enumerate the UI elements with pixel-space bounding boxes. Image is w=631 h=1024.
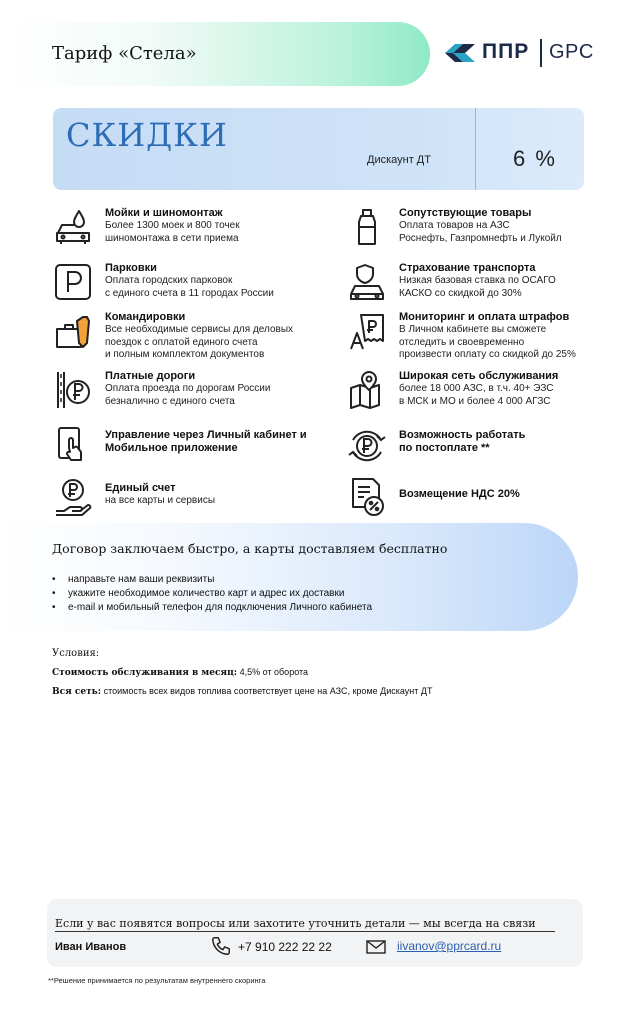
feature-title: Возможность работать по постоплате ** bbox=[399, 429, 526, 454]
feature-desc: поездок с оплатой единого счета bbox=[105, 336, 258, 348]
feature-desc: безналично с единого счета bbox=[105, 395, 235, 407]
feature-desc: КАСКО со скидкой до 30% bbox=[399, 287, 522, 299]
contact-name: Иван Иванов bbox=[55, 941, 127, 953]
footnote: **Решение принимается по результатам внутреннего скоринга bbox=[48, 976, 266, 985]
toll-road-icon bbox=[53, 370, 93, 410]
contract-steps-list bbox=[52, 573, 372, 615]
list-item: • направьте нам ваши реквизиты bbox=[52, 573, 372, 587]
map-pin-icon bbox=[347, 370, 387, 410]
feature-desc: Все необходимые сервисы для деловых bbox=[105, 324, 294, 335]
conditions-network bbox=[52, 686, 432, 697]
conditions-cost-value: 4,5% от оборота bbox=[239, 667, 309, 677]
feature-desc: Низкая базовая ставка по ОСАГО bbox=[399, 275, 556, 286]
discount-divider bbox=[475, 108, 476, 190]
feature-title: Командировки bbox=[105, 311, 186, 323]
feature-title: Управление через Личный кабинет и Мобильное приложение bbox=[105, 429, 307, 454]
feature-title: Страхование транспорта bbox=[399, 262, 536, 274]
ppr-logo-mark-icon bbox=[443, 42, 477, 64]
feature-desc: и полным комплектом документов bbox=[105, 349, 265, 360]
logo-brand-text: ППР bbox=[482, 40, 530, 63]
page-title: Тариф «Стела» bbox=[52, 43, 197, 64]
feature-desc: Оплата проезда по дорогам России bbox=[105, 383, 271, 394]
vat-document-icon bbox=[347, 477, 387, 517]
contact-question: Если у вас появятся вопросы или захотите уточнить детали — мы всегда на связи bbox=[55, 917, 536, 930]
phone-icon bbox=[210, 935, 232, 957]
touch-screen-icon bbox=[53, 426, 93, 466]
list-item: • e-mail и мобильный телефон для подключения Личного кабинета bbox=[52, 601, 372, 615]
discount-value: 6 % bbox=[513, 146, 557, 171]
feature-title: Платные дороги bbox=[105, 370, 196, 382]
discount-panel bbox=[53, 108, 584, 190]
feature-desc: с единого счета в 11 городах России bbox=[105, 287, 274, 299]
conditions-network-label: Вся сеть: bbox=[52, 687, 102, 697]
conditions-cost-label: Стоимость обслуживания в месяц: bbox=[52, 668, 238, 678]
postpay-cycle-icon bbox=[347, 426, 387, 466]
contact-phone-link[interactable]: +7 910 222 22 22 bbox=[238, 940, 332, 954]
feature-title: Мониторинг и оплата штрафов bbox=[399, 311, 570, 323]
feature-desc: отследить и своевременно bbox=[399, 336, 525, 348]
feature-desc: на все карты и сервисы bbox=[105, 495, 216, 506]
feature-title: Мойки и шиномонтаж bbox=[105, 207, 223, 219]
feature-desc: Оплата товаров на АЗС bbox=[399, 220, 510, 231]
discount-label: Дискаунт ДТ bbox=[367, 154, 431, 166]
feature-desc: шиномонтажа в сети приема bbox=[105, 232, 239, 244]
feature-desc: Роснефть, Газпромнефть и Лукойл bbox=[399, 232, 562, 244]
conditions-cost bbox=[52, 667, 308, 678]
conditions-network-value: стоимость всех видов топлива соответствует цене на АЗС, кроме Дискаунт ДТ bbox=[103, 686, 433, 696]
hand-coin-icon bbox=[53, 477, 93, 517]
mail-icon bbox=[366, 940, 386, 954]
car-wash-icon bbox=[53, 207, 93, 247]
contract-title: Договор заключаем быстро, а карты доставляем бесплатно bbox=[52, 541, 448, 556]
list-item: • укажите необходимое количество карт и адрес их доставки bbox=[52, 587, 372, 601]
feature-desc: Оплата городских парковок bbox=[105, 275, 233, 286]
feature-desc: более 18 000 АЗС, в т.ч. 40+ ЭЗС bbox=[399, 383, 554, 394]
feature-title: Возмещение НДС 20% bbox=[399, 488, 520, 500]
feature-desc: произвести оплату со скидкой до 25% bbox=[399, 349, 576, 360]
feature-title: Парковки bbox=[105, 262, 157, 274]
feature-title: Сопутствующие товары bbox=[399, 207, 532, 219]
car-insurance-icon bbox=[347, 262, 387, 302]
feature-title: Единый счет bbox=[105, 482, 176, 494]
discount-title: СКИДКИ bbox=[66, 116, 228, 154]
logo-separator bbox=[540, 39, 542, 67]
contact-divider bbox=[55, 931, 555, 932]
ppr-gpc-logo bbox=[443, 36, 613, 70]
feature-desc: В Личном кабинете вы сможете bbox=[399, 324, 547, 335]
fines-ticket-icon bbox=[347, 311, 387, 351]
feature-title: Широкая сеть обслуживания bbox=[399, 370, 559, 382]
conditions-title: Условия: bbox=[52, 648, 100, 659]
parking-icon bbox=[53, 262, 93, 302]
feature-desc: в МСК и МО и более 4 000 АГЗС bbox=[399, 395, 551, 407]
logo-partner-text: GPC bbox=[549, 41, 594, 63]
business-trip-icon bbox=[53, 311, 93, 351]
goods-bottle-icon bbox=[347, 207, 387, 247]
feature-desc: Более 1300 моек и 800 точек bbox=[105, 220, 240, 231]
contact-email-link[interactable]: iivanov@pprcard.ru bbox=[397, 939, 502, 953]
contact-panel bbox=[47, 899, 583, 967]
